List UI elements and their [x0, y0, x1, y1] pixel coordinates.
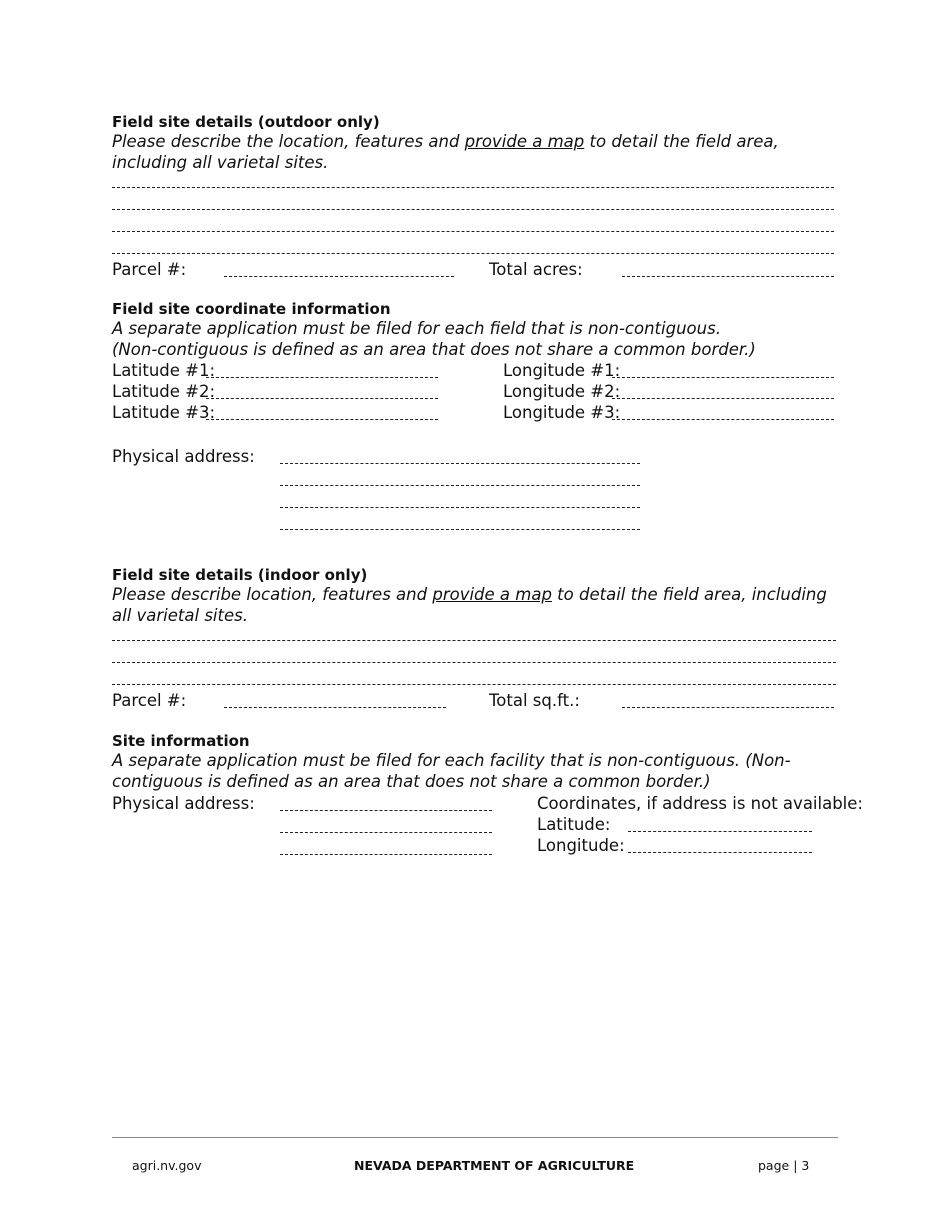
site-coords-label: Coordinates, if address is not available:	[537, 794, 863, 813]
site-address-line-2[interactable]	[280, 832, 492, 833]
coords-address-line-3[interactable]	[280, 507, 640, 508]
coords-address-line-2[interactable]	[280, 485, 640, 486]
latitude-1-field[interactable]	[206, 377, 438, 378]
longitude-2-label: Longitude #2:	[503, 382, 621, 401]
site-address-label: Physical address:	[112, 794, 255, 813]
indoor-parcel-label: Parcel #:	[112, 691, 187, 710]
outdoor-description: Please describe the location, features and provide a map to detail the field area, including all varietal sites.	[112, 132, 779, 172]
longitude-1-field[interactable]	[612, 377, 834, 378]
footer-divider	[112, 1137, 838, 1138]
indoor-description-line-3[interactable]	[112, 684, 836, 685]
indoor-description-line-2[interactable]	[112, 662, 836, 663]
longitude-3-field[interactable]	[612, 419, 834, 420]
longitude-3-label: Longitude #3:	[503, 403, 621, 422]
latitude-3-label: Latitude #3:	[112, 403, 216, 422]
indoor-description: Please describe location, features and provide a map to detail the field area, including all varietal sites.	[112, 585, 827, 625]
outdoor-parcel-label: Parcel #:	[112, 260, 187, 279]
longitude-2-field[interactable]	[612, 398, 834, 399]
indoor-total-sqft-label: Total sq.ft.:	[489, 691, 580, 710]
coords-address-line-4[interactable]	[280, 529, 640, 530]
site-longitude-label: Longitude:	[537, 836, 625, 855]
latitude-2-label: Latitude #2:	[112, 382, 216, 401]
footer-organization: NEVADA DEPARTMENT OF AGRICULTURE	[354, 1158, 635, 1173]
site-longitude-field[interactable]	[628, 852, 812, 853]
indoor-parcel-field[interactable]	[224, 707, 446, 708]
outdoor-description-line-4[interactable]	[112, 253, 834, 254]
coords-note-1: A separate application must be filed for each field that is non-contiguous.	[112, 319, 721, 338]
indoor-map-link[interactable]: provide a map	[432, 585, 552, 604]
longitude-1-label: Longitude #1:	[503, 361, 621, 380]
outdoor-parcel-field[interactable]	[224, 276, 454, 277]
footer-website: agri.nv.gov	[132, 1158, 202, 1173]
outdoor-description-line-2[interactable]	[112, 209, 834, 210]
coords-address-line-1[interactable]	[280, 463, 640, 464]
site-heading: Site information	[112, 732, 250, 750]
outdoor-heading: Field site details (outdoor only)	[112, 113, 380, 131]
site-address-line-3[interactable]	[280, 854, 492, 855]
indoor-total-sqft-field[interactable]	[622, 707, 834, 708]
footer-page-number: page | 3	[758, 1158, 810, 1173]
outdoor-total-acres-field[interactable]	[622, 276, 834, 277]
latitude-1-label: Latitude #1:	[112, 361, 216, 380]
latitude-2-field[interactable]	[206, 398, 438, 399]
indoor-heading: Field site details (indoor only)	[112, 566, 368, 584]
outdoor-description-line-3[interactable]	[112, 231, 834, 232]
coords-heading: Field site coordinate information	[112, 300, 391, 318]
site-latitude-label: Latitude:	[537, 815, 611, 834]
indoor-description-line-1[interactable]	[112, 640, 836, 641]
site-note: A separate application must be filed for each facility that is non-contiguous. (Non-contiguous is defined as an area that does not share a common border.)	[112, 751, 791, 791]
outdoor-map-link[interactable]: provide a map	[464, 132, 585, 151]
site-address-line-1[interactable]	[280, 810, 492, 811]
site-latitude-field[interactable]	[628, 831, 812, 832]
coords-address-label: Physical address:	[112, 447, 255, 466]
outdoor-description-line-1[interactable]	[112, 187, 834, 188]
outdoor-total-acres-label: Total acres:	[489, 260, 583, 279]
coords-note-2: (Non-contiguous is defined as an area that does not share a common border.)	[112, 340, 756, 359]
latitude-3-field[interactable]	[206, 419, 438, 420]
